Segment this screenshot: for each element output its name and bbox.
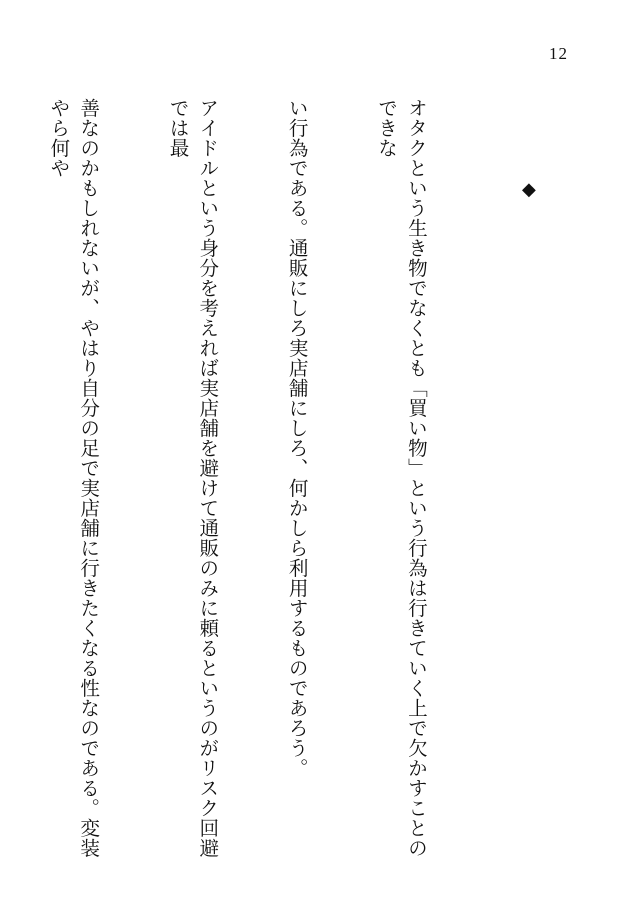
- text-line: アイドルという身分を考えれば実店舗を避けて通販のみに頼るというのがリスク回避では最: [166, 98, 219, 858]
- diamond-marker-icon: ◆: [522, 179, 536, 200]
- text-line: 善なのかもしれないが、やはり自分の足で実店舗に行きたくなる性なのである。変装やら何や: [46, 98, 100, 858]
- page-number: 12: [549, 44, 568, 63]
- text-line: い行為である。通販にしろ実店舗にしろ、何かしら利用するものであろう。: [285, 98, 309, 778]
- vertical-body-text: [0, 98, 490, 858]
- text-line: オタクという生き物でなくとも「買い物」という行為は行きていく上で欠かすことのできな: [374, 98, 428, 858]
